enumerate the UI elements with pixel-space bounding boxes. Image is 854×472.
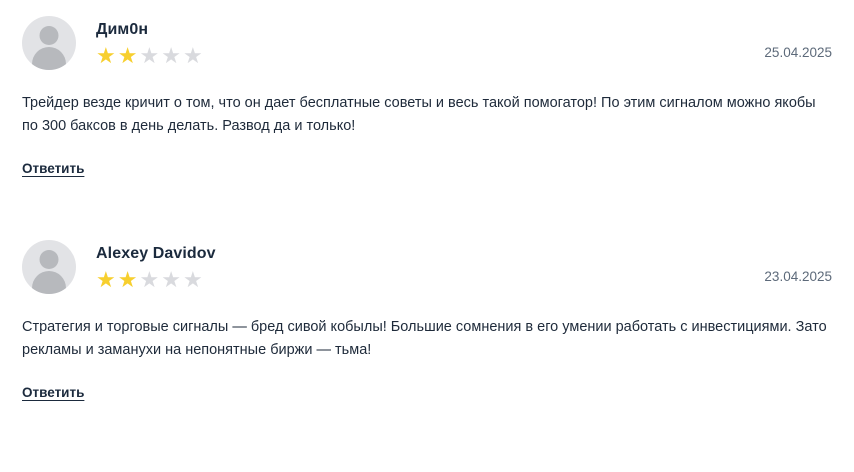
star-icon-5: ★ [182,43,205,69]
avatar-body-shape [32,271,66,294]
star-icon-4: ★ [161,43,183,69]
review-item [22,240,832,402]
star-icon-2: ★ [117,43,140,69]
star-icon-5: ★ [182,267,205,293]
user-avatar-placeholder-icon [22,240,76,294]
review-meta [96,16,752,67]
review-date: 23.04.2025 [764,268,832,284]
star-icon-1: ★ [96,267,118,293]
review-meta [96,240,752,291]
review-item [22,16,832,178]
reply-link[interactable]: Ответить [22,160,85,176]
avatar-body-shape [32,47,66,70]
star-icon-3: ★ [139,267,162,293]
reply-link[interactable]: Ответить [22,384,85,400]
star-icon-4: ★ [161,267,183,293]
rating-stars [96,269,752,291]
star-icon-3: ★ [139,43,162,69]
review-header [22,240,832,294]
avatar-head-shape [40,26,59,45]
star-icon-2: ★ [117,267,140,293]
avatar-head-shape [40,250,59,269]
review-text: Стратегия и торговые сигналы — бред сивой кобылы! Большие сомнения в его умении работать с инвестициями. Зато рекламы и заманухи на непонятные биржи — тьма! [22,318,827,359]
review-header [22,16,832,70]
star-icon-1: ★ [96,43,118,69]
review-author: Дим0н [96,21,149,38]
review-author: Alexey Davidov [96,244,216,262]
user-avatar-placeholder-icon [22,16,76,70]
rating-stars [96,45,752,67]
review-date: 25.04.2025 [764,45,832,60]
review-text: Трейдер везде кричит о том, что он дает бесплатные советы и весь такой помогатор! По этим сигналом можно якобы по 300 баксов в день делать. Развод да и только! [22,95,816,135]
